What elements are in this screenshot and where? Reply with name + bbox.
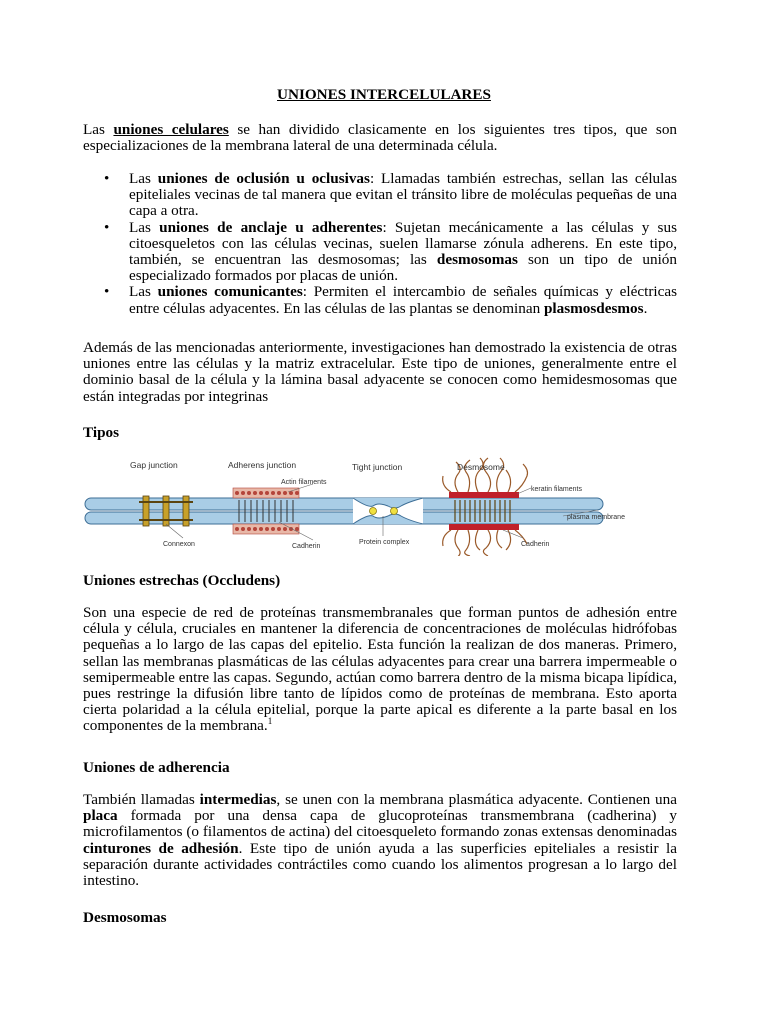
label-connexon: Connexon xyxy=(163,541,195,548)
intro-paragraph xyxy=(83,122,677,154)
label-gap-junction: Gap junction xyxy=(130,460,178,470)
item-prefix: Las xyxy=(129,218,160,236)
bullet-icon: • xyxy=(104,170,110,187)
label-actin-filaments: Actin filaments xyxy=(281,479,327,486)
label-cadherin-adherens: Cadherin xyxy=(292,543,321,550)
intro-term: uniones celulares xyxy=(113,121,229,138)
hemidesmosome-paragraph: Además de las mencionadas anteriormente, investigaciones han demostrado la existencia de otras uniones entre las células y la matriz extracelular. Este tipo de uniones, generalmente entre el dominio basal de la célula y la lámina basal adyacente se conocen como hemidesmosomas que están integradas por integrinas xyxy=(83,339,677,405)
label-desmosome: Desmosome xyxy=(457,462,505,472)
junction-types-list xyxy=(83,171,677,317)
footnote-mark: 1 xyxy=(267,716,273,727)
label-tight-junction: Tight junction xyxy=(352,462,403,472)
heading-occludens: Uniones estrechas (Occludens) xyxy=(83,572,281,589)
intro-text-2: se han dividido clasicamente en los siguientes tres tipos, que son especializaciones de la membrana lateral de una determinada célula. xyxy=(83,121,678,155)
occludens-paragraph xyxy=(83,605,677,735)
adherencia-paragraph xyxy=(83,792,677,889)
item-text-2: son un tipo de unión especializado formados por placas de unión. xyxy=(129,251,677,285)
item-term: uniones de anclaje u adherentes xyxy=(159,218,383,236)
bullet-icon: • xyxy=(104,283,110,301)
adherencia-text-2: , se unen con la membrana plasmática adyacente. Contienen una xyxy=(276,791,677,808)
adherencia-text-1: También llamadas xyxy=(83,791,200,808)
label-keratin-filaments: keratin filaments xyxy=(531,486,582,493)
item-term-2: plasmosdesmos xyxy=(543,299,644,317)
tight-junction-shape xyxy=(353,498,423,524)
item-term: uniones comunicantes xyxy=(157,283,303,301)
item-text: : Llamadas también estrechas, sellan las células epiteliales vecinas de tal manera que evitan el tránsito libre de moléculas pequeñas de una capa a otra. xyxy=(129,170,678,220)
heading-adherencia: Uniones de adherencia xyxy=(83,759,230,776)
item-text: : Permiten el intercambio de señales químicas y eléctricas entre células adyacentes. En las células de las plantas se denominan xyxy=(129,283,677,317)
list-item-oclusion xyxy=(83,171,677,220)
label-adherens-junction: Adherens junction xyxy=(228,460,297,470)
item-term-2: desmosomas xyxy=(436,251,518,269)
list-item-comunicantes xyxy=(83,284,677,316)
item-text-2: . xyxy=(643,299,648,317)
adherencia-term-2: placa xyxy=(83,807,118,825)
item-term: uniones de oclusión u oclusivas xyxy=(157,170,370,187)
item-prefix: Las xyxy=(129,170,158,187)
occludens-text: Son una especie de red de proteínas transmembranales que forman puntos de adhesión entre célula y célula, cruciales en mantener la diferencia de concentraciones de moléculas hidrófobas pequeñas a lo largo de las capas del epitelio. Esta función la realizan de dos maneras. Primero, sellan las membranas plasmáticas de las células adyacentes para crear una barrera impermeable o semipermeable entre las capas. Segundo, actúan como barrera dentro de la misma bicapa lipídica, pues restringe la difusión libre tanto de lípidos como de proteínas de membrana. Esto aporta cierta polaridad a la célula epitelial, porque la parte apical es diferente a la parte basal en los componentes de la membrana. xyxy=(83,604,677,735)
label-protein-complex: Protein complex xyxy=(359,539,410,546)
intro-text-1: Las xyxy=(83,121,114,138)
adherencia-term-1: intermedias xyxy=(199,791,277,808)
list-item-anclaje xyxy=(83,220,677,285)
item-prefix: Las xyxy=(129,283,158,301)
heading-tipos: Tipos xyxy=(83,424,120,441)
bullet-icon: • xyxy=(104,218,110,236)
page-title: UNIONES INTERCELULARES xyxy=(277,86,491,103)
label-cadherin-desmosome: Cadherin xyxy=(521,541,550,548)
adherencia-term-3: cinturones de adhesión xyxy=(83,839,239,857)
adherencia-text-4: . Este tipo de unión ayuda a las superficies epiteliales a resistir la separación durante actividades contráctiles como cuando los alimentos progresan a lo largo del intestino. xyxy=(83,839,678,890)
heading-desmosomas: Desmosomas xyxy=(83,909,167,926)
item-text: : Sujetan mecánicamente a las células y sus citoesqueletos con las células vecinas, suelen llamarse zónula adherens. En este tipo, también, se encuentran las desmosomas; las xyxy=(129,218,677,269)
adherencia-text-3: formada por una densa capa de glucoproteínas transmembrana (cadherina) y microfilamentos (o filamentos de actina) del citoesqueleto formando zonas extensas denominadas xyxy=(83,807,677,841)
label-plasma-membrane: plasma membrane xyxy=(567,514,625,521)
junctions-diagram xyxy=(83,456,677,556)
connexons xyxy=(139,496,193,526)
